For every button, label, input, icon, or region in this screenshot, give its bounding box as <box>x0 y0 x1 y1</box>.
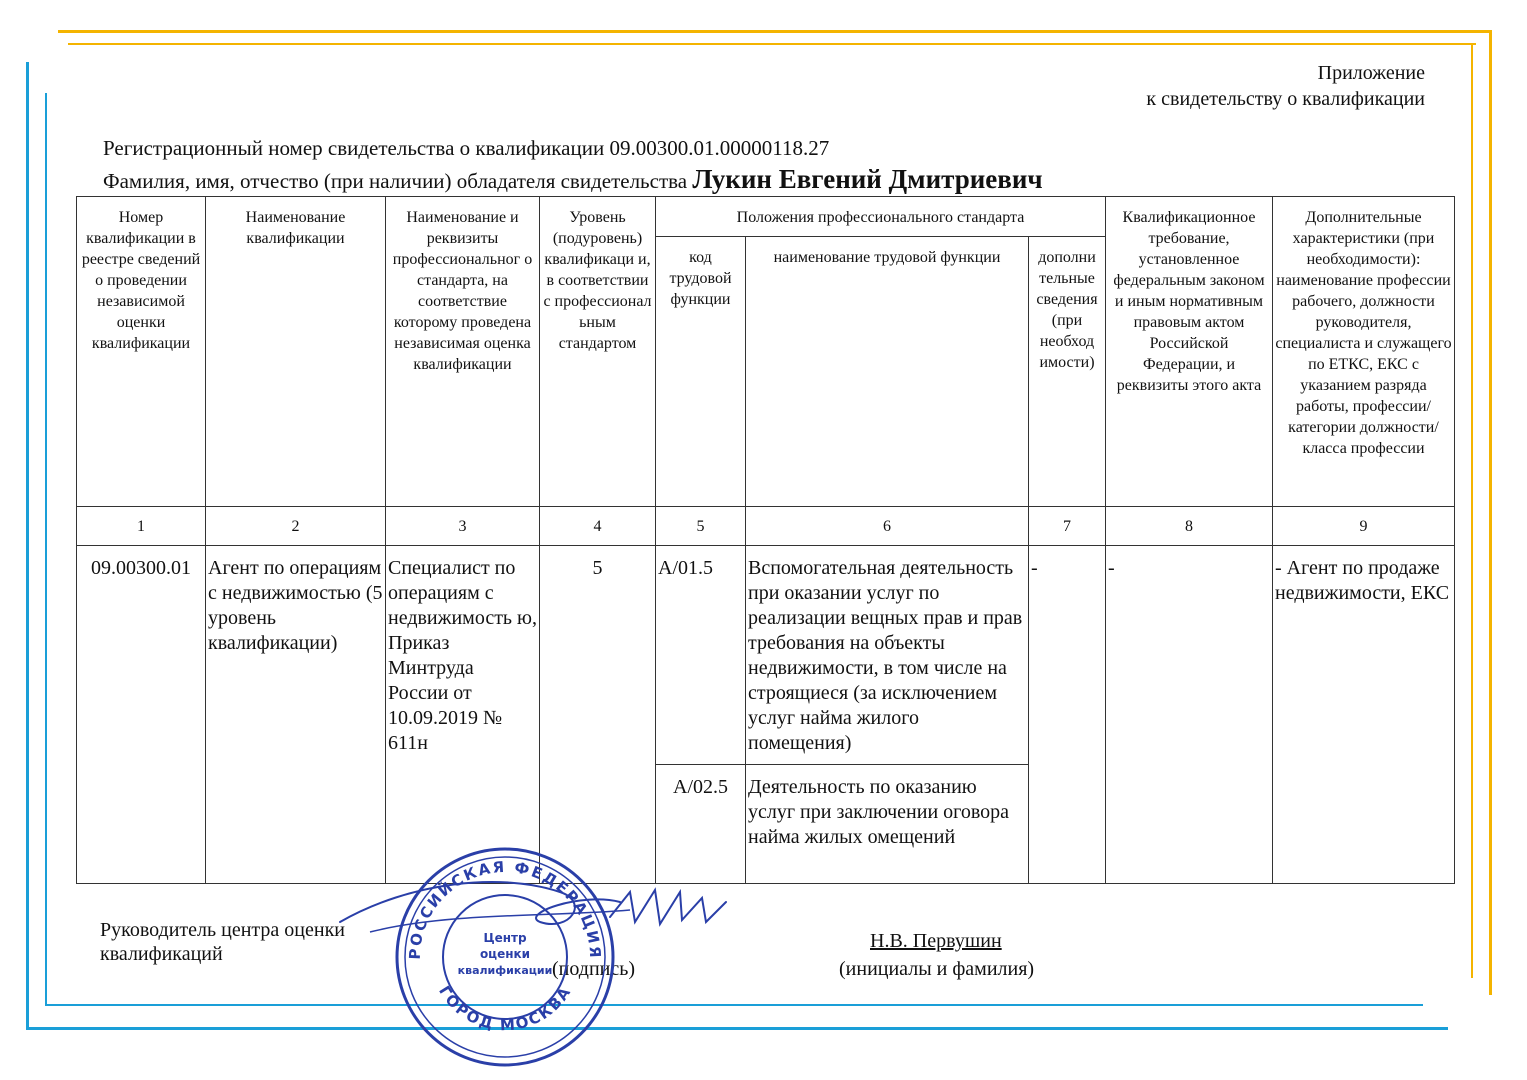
seal-bottom-text: ГОРОД МОСКВА <box>435 982 575 1035</box>
signatory-name: Н.В. Первушин <box>870 930 1002 952</box>
cell-level: 5 <box>540 546 656 884</box>
seal-center-line1: Центр <box>483 931 527 945</box>
header-level: Уровень (подуровень) квалификаци и, в соответствии с профессионал ьным стандартом <box>540 197 656 507</box>
cell-requirement: - <box>1106 546 1273 884</box>
cell-qualification: Агент по операциям с недвижимостью (5 уровень квалификации) <box>206 546 386 884</box>
header-additional: дополни тельные сведения (при необход имости) <box>1029 237 1106 507</box>
organization-seal <box>390 842 620 1072</box>
header-standard: Наименование и реквизиты профессиональног о стандарта, на соответствие которому проведена независимая оценка квалификации <box>386 197 540 507</box>
svg-text:ГОРОД МОСКВА <box>435 983 575 1035</box>
cell-function-name: Деятельность по оказанию услуг при заключении оговора найма жилых омещений <box>746 765 1029 884</box>
registration-label: Регистрационный номер свидетельства о квалификации <box>103 136 605 160</box>
registration-number: 09.00300.01.00000118.27 <box>609 136 830 160</box>
column-number: 2 <box>206 507 386 546</box>
header-function-name: наименование трудовой функции <box>746 237 1029 507</box>
cell-additional: - <box>1029 546 1106 884</box>
column-number: 5 <box>656 507 746 546</box>
column-number: 3 <box>386 507 540 546</box>
column-number: 6 <box>746 507 1029 546</box>
column-number: 9 <box>1273 507 1455 546</box>
column-number: 4 <box>540 507 656 546</box>
signatory-title-text: Руководитель центра оценки квалификаций <box>100 919 345 965</box>
header-characteristics: Дополнительные характеристики (при необходимости): наименование профессии рабочего, должности руководителя, специалиста и служащего по ЕТКС, ЕКС с указанием разряда работы, профессии/категории должности/класса профессии <box>1273 197 1455 507</box>
registration-line <box>103 136 829 161</box>
signatory-name-caption: (инициалы и фамилия) <box>839 958 1035 980</box>
signature-caption: (подпись) <box>552 958 636 980</box>
column-number: 1 <box>77 507 206 546</box>
cell-function-name: Вспомогательная деятельность при оказании услуг по реализации вещных прав и прав требования на объекты недвижимости, в том числе на строящиеся (за исключением услуг найма жилого помещения) <box>746 546 1029 765</box>
cell-characteristics: - Агент по продаже недвижимости, ЕКС <box>1273 546 1455 884</box>
cell-reg-number: 09.00300.01 <box>77 546 206 884</box>
seal-center-line2: оценки <box>479 947 531 961</box>
header-reg-number: Номер квалификации в реестре сведений о проведении независимой оценки квалификации <box>77 197 206 507</box>
column-numbers-row <box>77 507 1455 546</box>
qualification-table <box>76 196 1455 884</box>
holder-label: Фамилия, имя, отчество (при наличии) обладателя свидетельства <box>103 169 688 193</box>
seal-outer-text: РОССИЙСКАЯ ФЕДЕРАЦИЯ <box>405 857 605 960</box>
holder-name: Лукин Евгений Дмитриевич <box>692 164 1043 194</box>
holder-line <box>103 164 1043 195</box>
table-row <box>77 546 1455 765</box>
cell-standard: Специалист по операциям с недвижимость ю, Приказ Минтруда России от 10.09.2019 № 611н <box>386 546 540 884</box>
header-standard-provisions: Положения профессионального стандарта <box>656 197 1106 237</box>
column-number: 7 <box>1029 507 1106 546</box>
header-qualification: Наименование квалификации <box>206 197 386 507</box>
cell-function-code: А/01.5 <box>656 546 746 765</box>
cell-function-code: А/02.5 <box>656 765 746 884</box>
appendix-subtitle: к свидетельству о квалификации <box>1146 88 1425 110</box>
seal-center-line3: квалификации <box>457 964 553 977</box>
appendix-header <box>1146 60 1425 112</box>
appendix-title: Приложение <box>1317 62 1425 84</box>
column-number: 8 <box>1106 507 1273 546</box>
header-function-code: код трудовой функции <box>656 237 746 507</box>
header-requirement: Квалификационное требование, установленное федеральным законом и иным нормативным правовым актом Российской Федерации, и реквизиты этого акта <box>1106 197 1273 507</box>
